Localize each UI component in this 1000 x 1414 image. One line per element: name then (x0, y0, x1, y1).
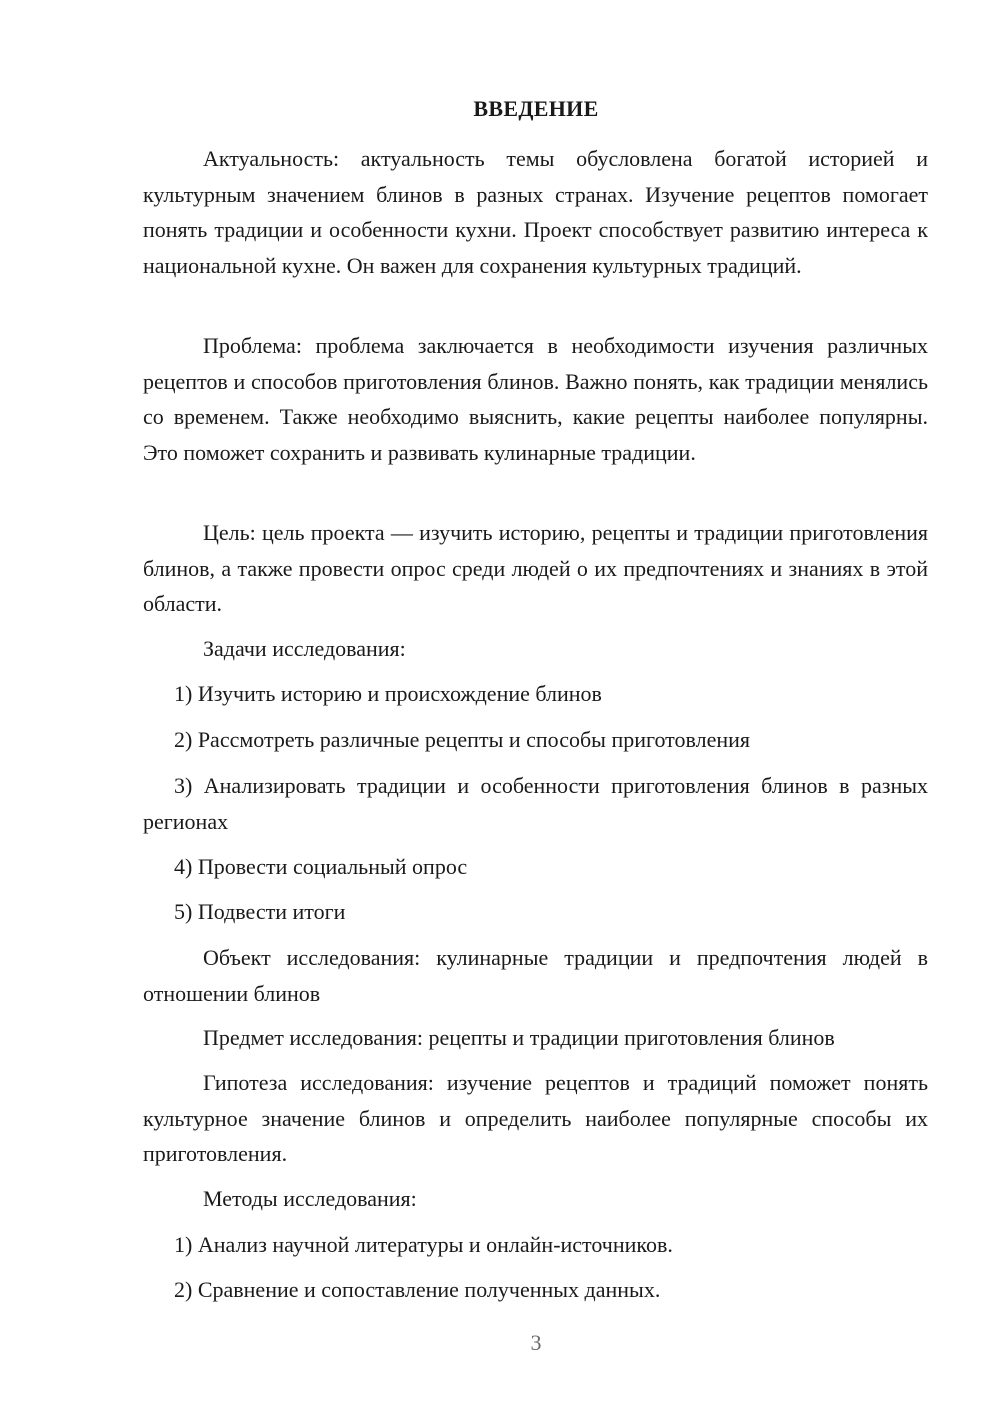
method-item-2: 2) Сравнение и сопоставление полученных данных. (174, 1277, 661, 1302)
problem-paragraph: Проблема: проблема заключается в необходимости изучения различных рецептов и способов приготовления блинов. Важно понять, как традиции менялись со временем. Также необходимо выяснить, какие рецепты наиболее популярны. Это поможет сохранить и развивать кулинарные традиции. (143, 333, 928, 465)
goal-paragraph: Цель: цель проекта — изучить историю, рецепты и традиции приготовления блинов, а также провести опрос среди людей о их предпочтениях и знаниях в этой области. (143, 520, 928, 617)
page-number: 3 (530, 1330, 542, 1355)
task-item-2: 2) Рассмотреть различные рецепты и способы приготовления (174, 727, 751, 752)
page-title: ВВЕДЕНИЕ (473, 96, 599, 121)
task-item-5: 5) Подвести итоги (174, 899, 346, 924)
task-item-3: 3) Анализировать традиции и особенности приготовления блинов в разных регионах (143, 773, 928, 834)
method-item-1: 1) Анализ научной литературы и онлайн-источников. (174, 1232, 673, 1257)
methods-heading: Методы исследования: (203, 1186, 417, 1211)
task-item-4: 4) Провести социальный опрос (174, 854, 468, 879)
subject-paragraph: Предмет исследования: рецепты и традиции приготовления блинов (203, 1025, 835, 1050)
relevance-paragraph: Актуальность: актуальность темы обусловлена богатой историей и культурным значением блинов в разных странах. Изучение рецептов помогает понять традиции и особенности кухни. Проект способствует развитию интереса к национальной кухне. Он важен для сохранения культурных традиций. (143, 146, 928, 278)
object-paragraph: Объект исследования: кулинарные традиции и предпочтения людей в отношении блинов (143, 945, 928, 1006)
tasks-heading: Задачи исследования: (203, 636, 406, 661)
hypothesis-paragraph: Гипотеза исследования: изучение рецептов и традиций поможет понять культурное значение блинов и определить наиболее популярные способы их приготовления. (143, 1070, 928, 1167)
task-item-1: 1) Изучить историю и происхождение блинов (174, 681, 602, 706)
